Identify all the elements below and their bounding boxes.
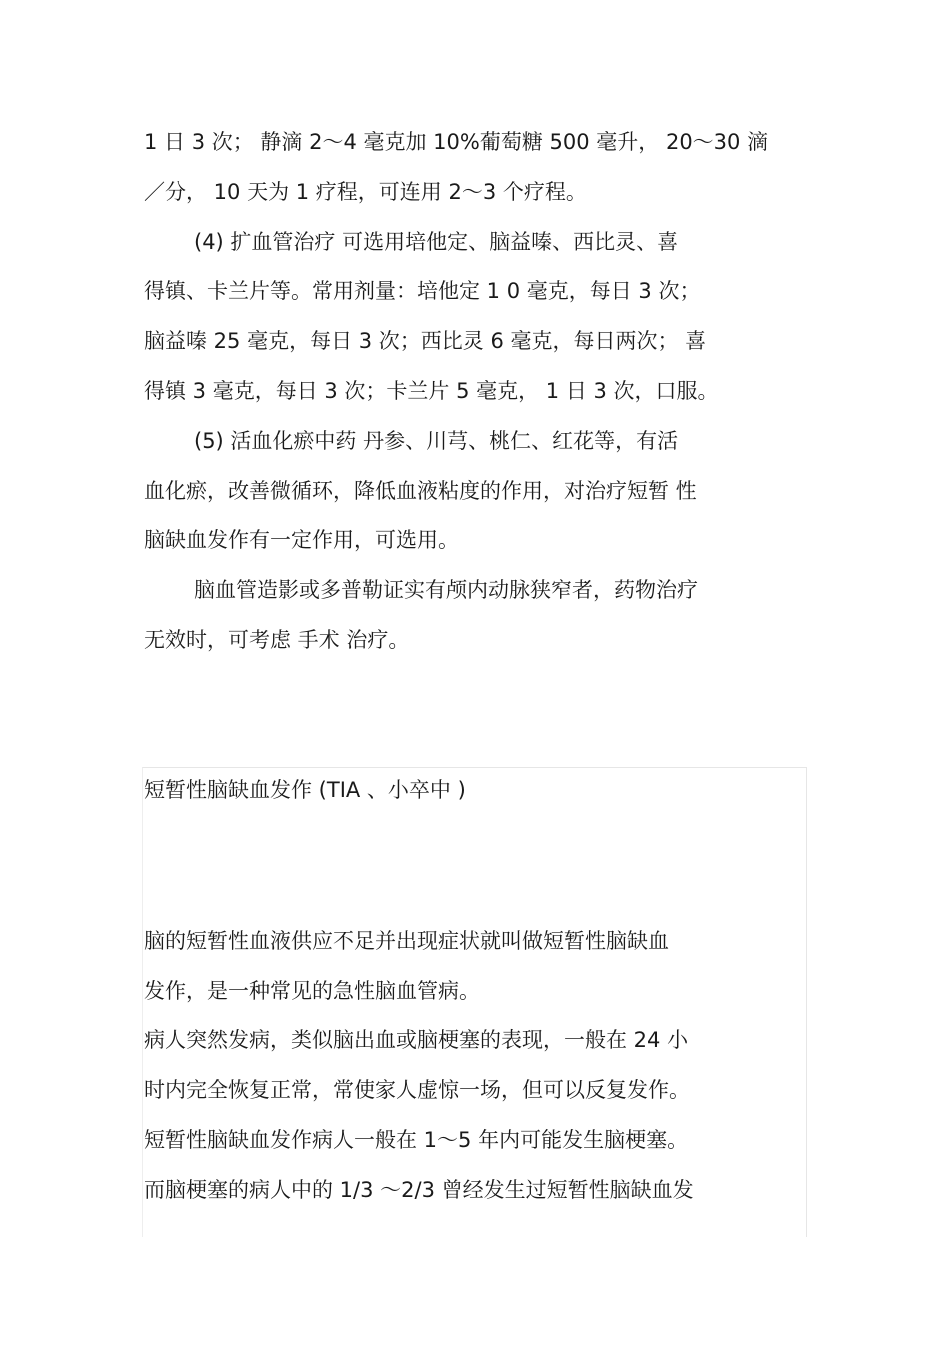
paragraph-line: 时内完全恢复正常，常使家人虚惊一场，但可以反复发作。 bbox=[144, 1078, 690, 1102]
paragraph-line: 病人突然发病，类似脑出血或脑梗塞的表现，一般在 24 小 bbox=[144, 1028, 689, 1052]
paragraph-line: 脑的短暂性血液供应不足并出现症状就叫做短暂性脑缺血 bbox=[144, 929, 669, 953]
paragraph-line: 血化瘀，改善微循环，降低血液粘度的作用，对治疗短暂 性 bbox=[144, 479, 697, 503]
paragraph-line: (4) 扩血管治疗 可选用培他定、脑益嗪、西比灵、喜 bbox=[194, 230, 679, 254]
paragraph-line: 1 日 3 次； 静滴 2～4 毫克加 10%葡萄糖 500 毫升， 20～30 滴 bbox=[144, 130, 769, 154]
paragraph-line: (5) 活血化瘀中药 丹参、川芎、桃仁、红花等，有活 bbox=[194, 429, 679, 453]
paragraph-line: 脑血管造影或多普勒证实有颅内动脉狭窄者，药物治疗 bbox=[194, 578, 698, 602]
paragraph-line: 脑益嗪 25 毫克，每日 3 次；西比灵 6 毫克，每日两次； 喜 bbox=[144, 329, 707, 353]
paragraph-line: 发作，是一种常见的急性脑血管病。 bbox=[144, 979, 480, 1003]
paragraph-line: 得镇 3 毫克，每日 3 次；卡兰片 5 毫克， 1 日 3 次，口服。 bbox=[144, 379, 719, 403]
paragraph-line: ／分， 10 天为 1 疗程，可连用 2～3 个疗程。 bbox=[144, 180, 587, 204]
paragraph-line: 无效时，可考虑 手术 治疗。 bbox=[144, 628, 410, 652]
section-title: 短暂性脑缺血发作 (TIA 、小卒中 ) bbox=[144, 778, 466, 802]
paragraph-line: 而脑梗塞的病人中的 1/3 ～2/3 曾经发生过短暂性脑缺血发 bbox=[144, 1178, 694, 1202]
paragraph-line: 脑缺血发作有一定作用，可选用。 bbox=[144, 528, 459, 552]
paragraph-line: 短暂性脑缺血发作病人一般在 1～5 年内可能发生脑梗塞。 bbox=[144, 1128, 689, 1152]
paragraph-line: 得镇、卡兰片等。常用剂量：培他定 1 0 毫克，每日 3 次； bbox=[144, 279, 701, 303]
